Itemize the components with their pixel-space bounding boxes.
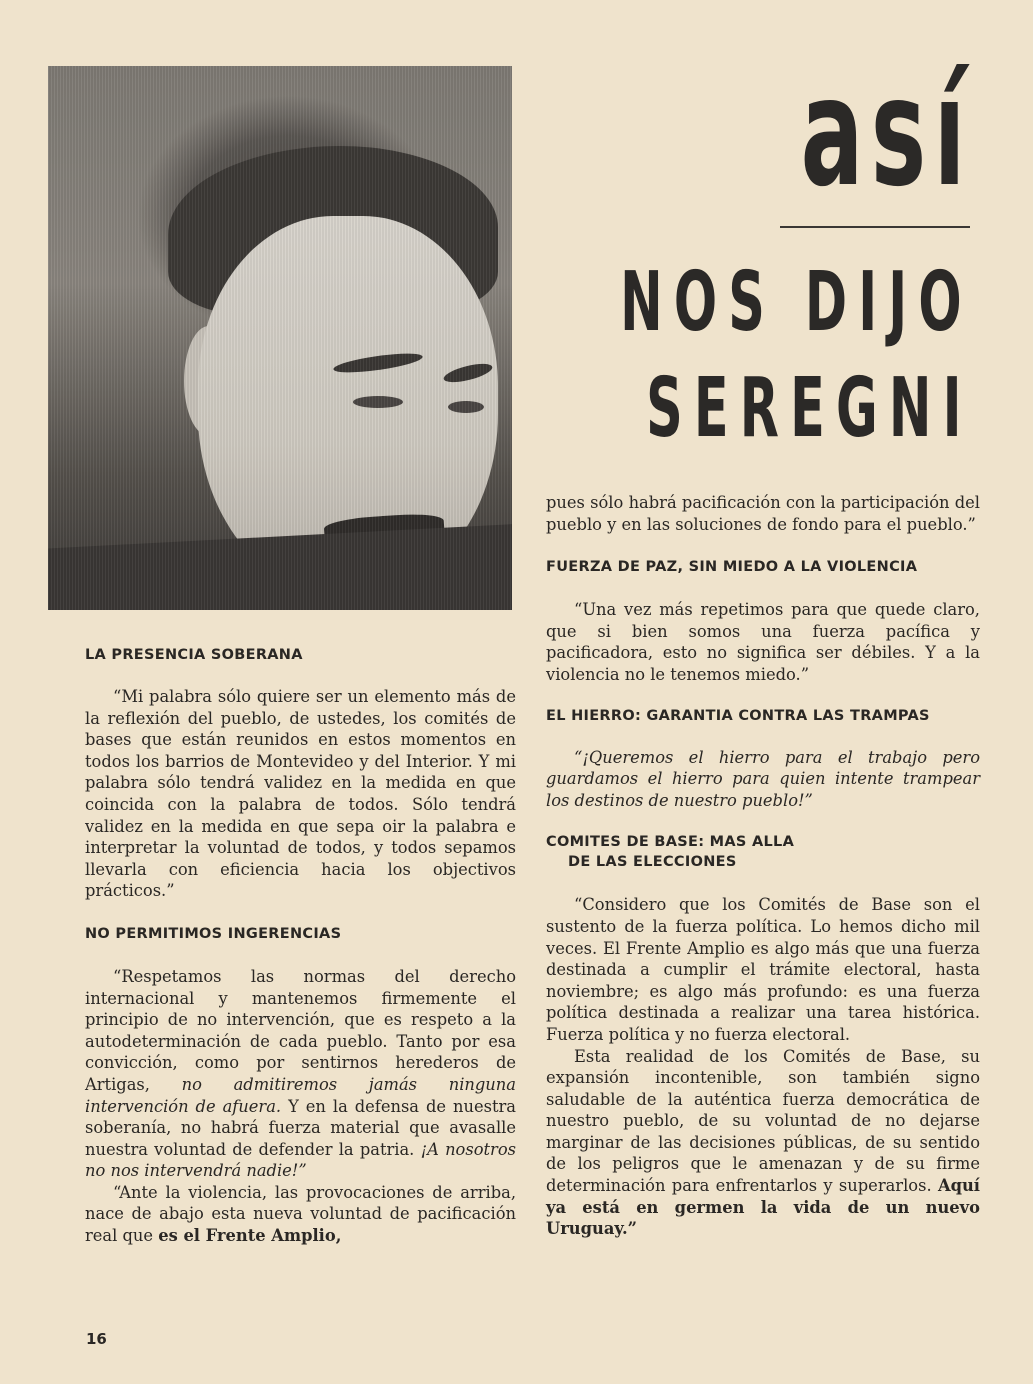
section-heading: [546, 832, 980, 872]
heading-line: DE LAS ELECCIONES: [568, 854, 737, 871]
text-run: Y en la defensa de nuestra soberanía, no habrá fuerza material que avasalle nuestra voluntad de defender la patria.: [85, 1096, 516, 1159]
title-line-2: SEREGNI: [646, 361, 973, 456]
photo-brow: [332, 350, 423, 376]
paragraph: “¡Queremos el hierro para el trabajo pero guardamos el hierro para quien intente trampear los destinos de nuestro pueblo!”: [546, 747, 980, 810]
photo-hair: [168, 146, 498, 316]
text-run: Esta realidad de los Comités de Base, su expansión incontenible, son también signo saludable de la auténtica fuerza democrática de nuestro pueblo, de su voluntad de no dejarse marginar de las decisiones públicas, de su sentido de los peligros que le amenazan y de su firme determinación para enfrentarlos y superarlos.: [546, 1046, 980, 1196]
text-run: “Ante la violencia, las provocaciones de arriba, nace de abajo esta nueva voluntad de pacificación real que: [85, 1182, 516, 1246]
paragraph: pues sólo habrá pacificación con la participación del pueblo y en las soluciones de fondo para el pueblo.”: [546, 493, 980, 534]
right-column: [546, 492, 980, 1240]
section-heading: FUERZA DE PAZ, SIN MIEDO A LA VIOLENCIA: [546, 559, 918, 576]
paragraph: “Considero que los Comités de Base son el sustento de la fuerza política. Lo hemos dicho mil veces. El Frente Amplio es algo más que una fuerza destinada a cumplir el trámite electoral, hasta noviembre; es algo más profundo: es una fuerza política destinada a realizar una tarea histórica. Fuerza política y no fuerza electoral.: [546, 895, 980, 1044]
photo-face: [198, 216, 498, 596]
section-heading: LA PRESENCIA SOBERANA: [85, 647, 303, 663]
photo-ear: [184, 326, 234, 436]
section-heading: EL HIERRO: GARANTIA CONTRA LAS TRAMPAS: [546, 707, 930, 724]
section-heading: NO PERMITIMOS INGERENCIAS: [85, 925, 342, 942]
italic-run: ¡A nosotros no nos intervendrá nadie!”: [85, 1139, 516, 1181]
photo-eye: [353, 396, 403, 408]
page-number: 16: [86, 1330, 107, 1348]
title-asi: así: [800, 46, 973, 220]
photo-brow: [442, 360, 494, 386]
title-rule: [780, 226, 970, 228]
photo-collar: [48, 522, 512, 610]
italic-run: no admitiremos jamás ninguna intervención de afuera.: [85, 1074, 516, 1116]
paragraph: [85, 1182, 516, 1247]
bold-run: es el Frente Amplio,: [158, 1226, 342, 1246]
text-run: “Respetamos las normas del derecho internacional y mantenemos firmemente el principio de no intervención, que es respeto a la autodeterminación de cada pueblo. Tanto por esa convicción, como por sentirnos herederos de Artigas,: [85, 966, 516, 1094]
photo-mustache: [323, 512, 444, 542]
paragraph: [546, 1046, 980, 1240]
paragraph: “Mi palabra sólo quiere ser un elemento más de la reflexión del pueblo, de ustedes, los comités de bases que están reunidos en estos momentos en todos los barrios de Montevideo y del Interior. Y mi palabra sólo tendrá validez en la medida en que coincida con la palabra de todos. Sólo tendrá validez en la medida en que sepa oir la palabra e interpretar la voluntad de todos, y todos sepamos llevarla con eficiencia hacia los objectivos prácticos.”: [85, 687, 516, 901]
left-column: [85, 645, 516, 1247]
photo-eye: [448, 401, 484, 413]
portrait-photo: [48, 66, 512, 610]
heading-line: COMITES DE BASE: MAS ALLA: [546, 834, 795, 851]
title-line-1: NOS DIJO: [620, 255, 973, 350]
paragraph: [85, 966, 516, 1182]
bold-run: Aquí ya está en germen la vida de un nuevo Uruguay.”: [546, 1176, 980, 1239]
paragraph: “Una vez más repetimos para que quede claro, que si bien somos una fuerza pacífica y pacificadora, esto no significa ser débiles. Y a la violencia no le tenemos miedo.”: [546, 600, 980, 684]
